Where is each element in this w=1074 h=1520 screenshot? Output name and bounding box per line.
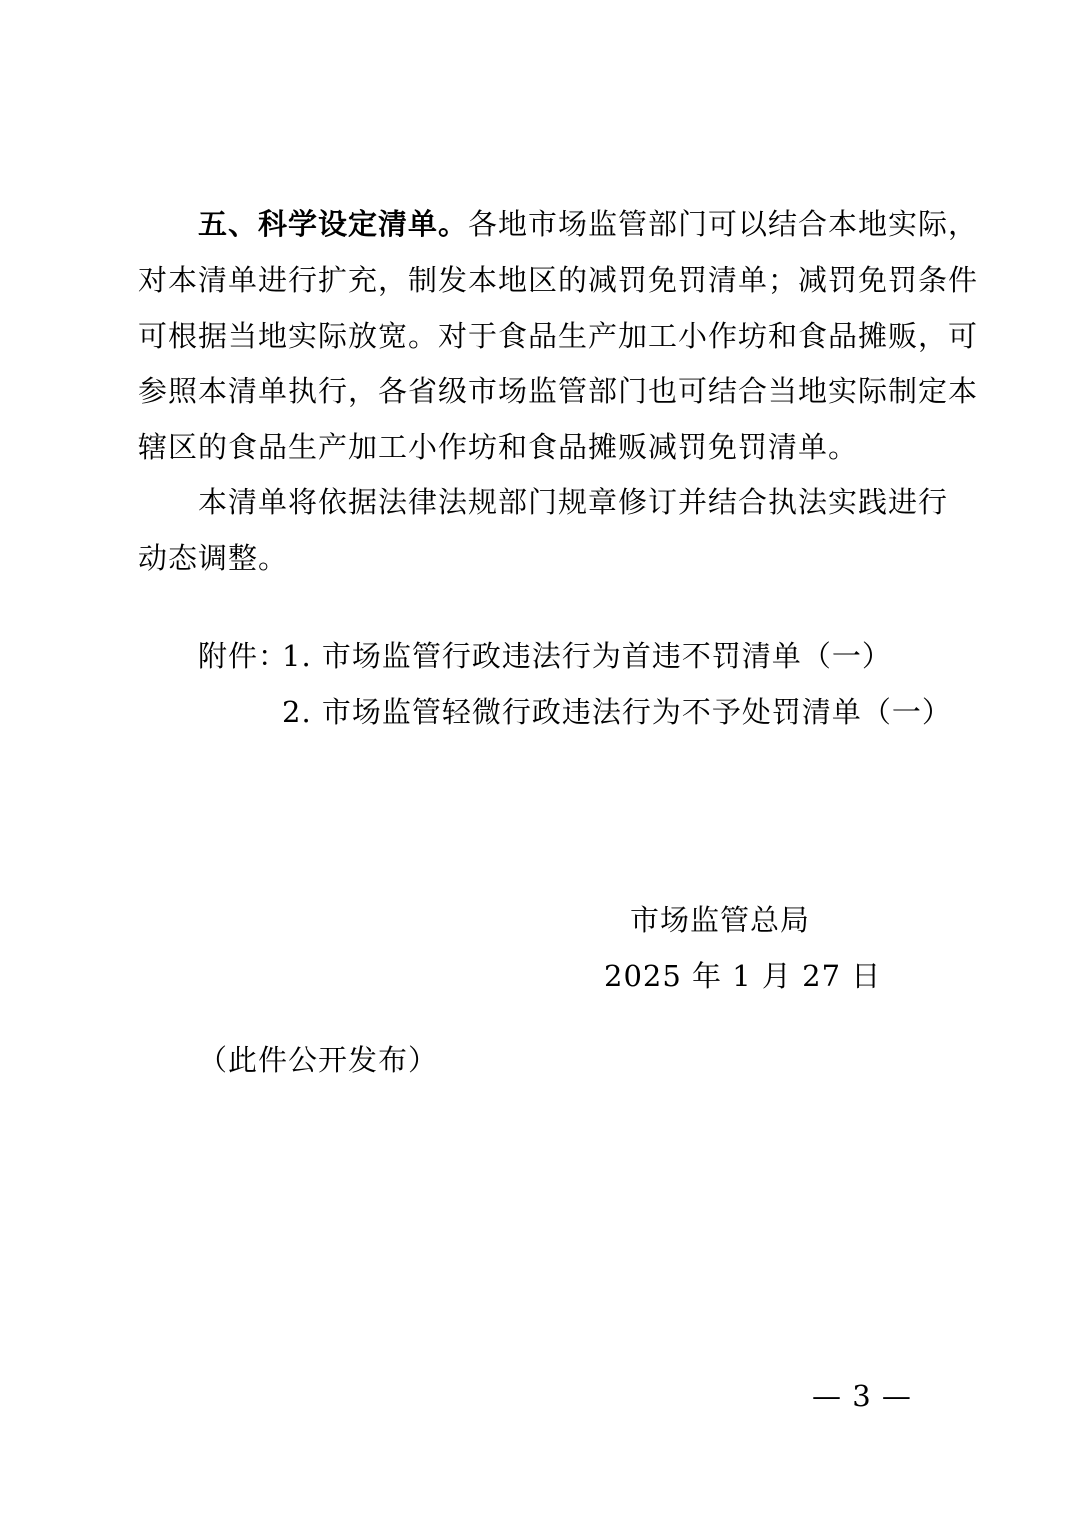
paragraph-1-line-3: 可根据当地实际放宽。对于食品生产加工小作坊和食品摊贩，可	[138, 319, 979, 353]
publication-note: （此件公开发布）	[198, 1043, 439, 1077]
paragraph-1-line-5: 辖区的食品生产加工小作坊和食品摊贩减罚免罚清单。	[138, 430, 859, 464]
attachments-label: 附件：	[198, 639, 289, 673]
paragraph-1-line-1-text: 各地市场监管部门可以结合本地实际，	[468, 207, 979, 241]
paragraph-1-line-2: 对本清单进行扩充，制发本地区的减罚免罚清单；减罚免罚条件	[138, 263, 979, 297]
paragraph-2-line-2: 动态调整。	[138, 541, 289, 575]
attachment-item-2: 2. 市场监管轻微行政违法行为不予处罚清单（一）	[282, 695, 952, 729]
attachment-item-1: 1. 市场监管行政违法行为首违不罚清单（一）	[282, 639, 892, 673]
signature-organization: 市场监管总局	[630, 903, 811, 937]
signature-date: 2025 年 1 月 27 日	[604, 959, 882, 993]
paragraph-1-line-4: 参照本清单执行，各省级市场监管部门也可结合当地实际制定本	[138, 374, 979, 408]
paragraph-1-line-1	[198, 204, 978, 244]
section-heading: 五、科学设定清单。	[198, 207, 469, 241]
page-number: — 3 —	[812, 1379, 912, 1413]
paragraph-2-line-1: 本清单将依据法律法规部门规章修订并结合执法实践进行	[198, 485, 949, 519]
